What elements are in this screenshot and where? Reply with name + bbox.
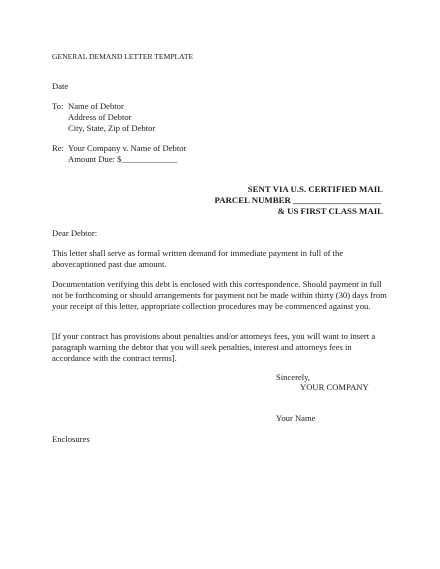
date-line: Date [52,81,69,91]
paragraph-demand: This letter shall serve as formal written demand for immediate payment in full of the abovecaptioned past due amount. [52,248,344,269]
debtor-name: Name of Debtor [68,101,124,111]
paragraph-penalties-note: [If your contract has provisions about penalties and/or attorneys fees, you will want to insert a paragraph warning the debtor that you will seek penalties, interest and attorneys fees in accordance with the contract terms]. [52,331,376,363]
debtor-address: Address of Debtor [68,112,132,122]
re-label: Re: [52,143,64,153]
certified-mail-line: SENT VIA U.S. CERTIFIED MAIL [247,184,383,194]
company-name: YOUR COMPANY [300,382,369,392]
salutation: Dear Debtor: [52,228,98,238]
to-label: To: [52,101,64,111]
document-title: GENERAL DEMAND LETTER TEMPLATE [52,52,194,61]
parcel-number-line: PARCEL NUMBER ____________________ [214,195,381,205]
re-amount-due: Amount Due: $_____________ [68,154,178,164]
re-case-line: Your Company v. Name of Debtor [68,143,187,153]
closing: Sincerely, [276,372,311,382]
first-class-mail-line: & US FIRST CLASS MAIL [277,206,383,216]
enclosures-line: Enclosures [52,434,90,444]
signature-name: Your Name [276,413,316,423]
debtor-city-state-zip: City, State, Zip of Debtor [68,123,156,133]
paragraph-documentation: Documentation verifying this debt is enclosed with this correspondence. Should payment in full not be forthcoming or should arrangements for payment not be made within thirty (30) days from your receipt of this letter, appropriate collection procedures may be commenced against you. [52,279,387,311]
